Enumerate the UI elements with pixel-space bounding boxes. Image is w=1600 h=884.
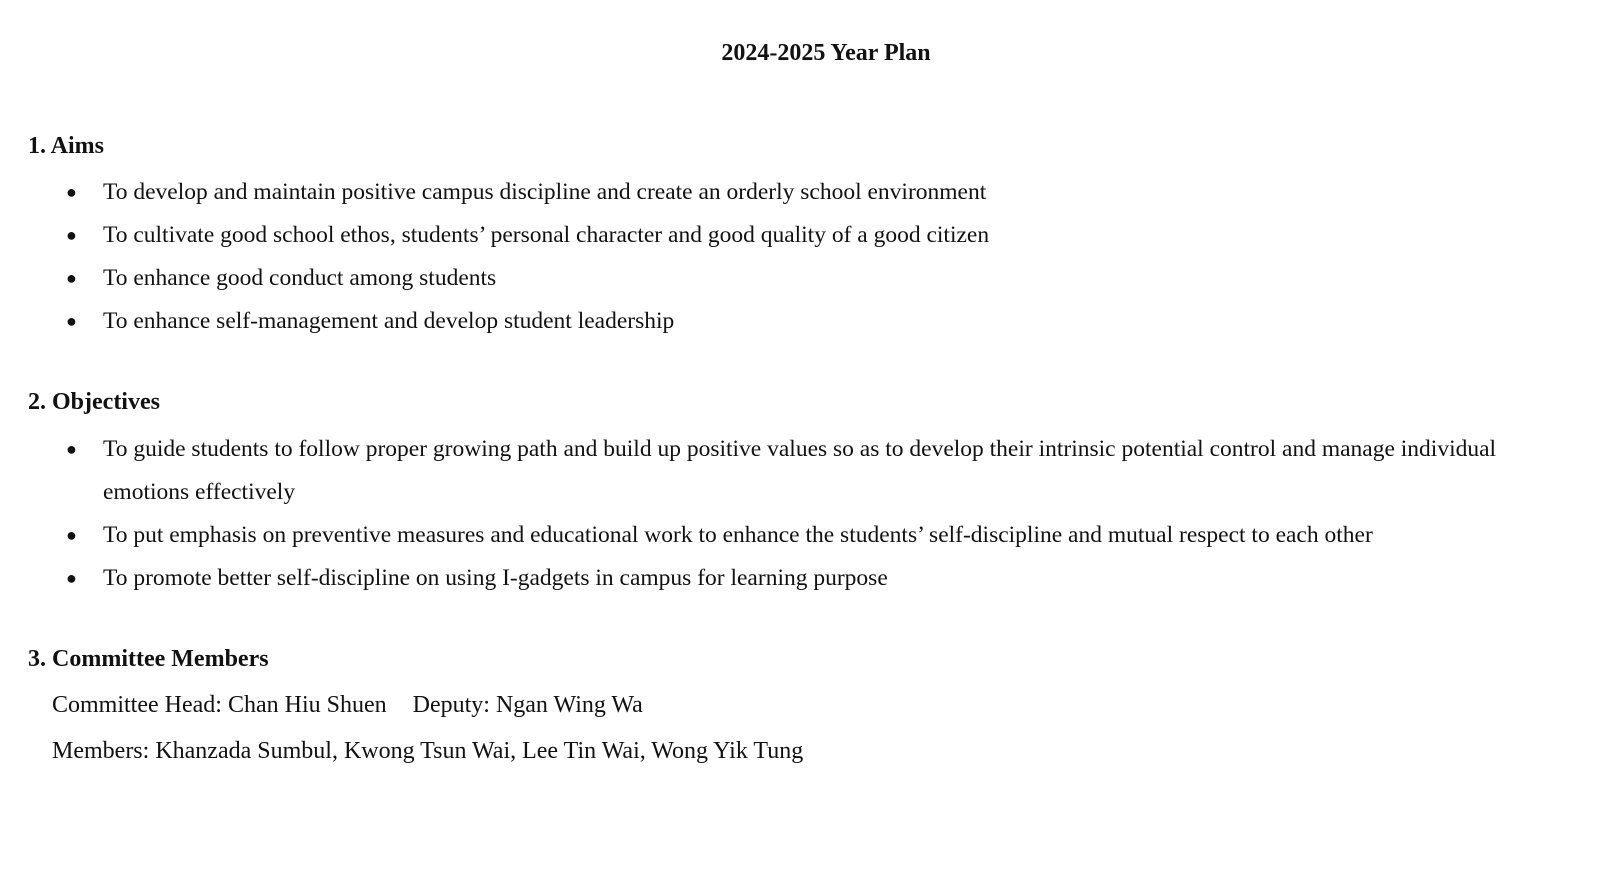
bullet-icon: ● (66, 225, 77, 245)
bullet-icon: ● (66, 568, 77, 588)
list-item (0, 514, 1583, 557)
bullet-icon: ● (66, 311, 77, 331)
list-item-text: To enhance self-management and develop student leadership (103, 308, 675, 334)
list-item-text: To develop and maintain positive campus discipline and create an orderly school environment (103, 179, 987, 205)
committee-members-line: Members: Khanzada Sumbul, Kwong Tsun Wai, Lee Tin Wai, Wong Yik Tung (52, 738, 804, 764)
bullet-icon: ● (66, 439, 77, 459)
bullet-icon: ● (66, 182, 77, 202)
bullet-icon: ● (66, 268, 77, 288)
list-item (0, 171, 989, 214)
objectives-heading: 2. Objectives (28, 389, 160, 415)
committee-heading: 3. Committee Members (28, 646, 269, 672)
committee-head: Committee Head: Chan Hiu Shuen (52, 692, 387, 718)
committee-head-line (52, 689, 643, 721)
list-item (0, 257, 989, 300)
list-item (0, 300, 989, 343)
document-title: 2024-2025 Year Plan (721, 40, 931, 66)
list-item-text: To put emphasis on preventive measures and educational work to enhance the students’ self-discipline and mutual respect to each other (103, 522, 1373, 548)
aims-list (0, 171, 989, 343)
bullet-icon: ● (66, 525, 77, 545)
list-item (0, 214, 989, 257)
list-item-text: To guide students to follow proper growing path and build up positive values so as to develop their intrinsic potential control and manage individual emotions effectively (103, 436, 1497, 505)
committee-deputy: Deputy: Ngan Wing Wa (412, 692, 643, 718)
list-item (0, 557, 1583, 600)
list-item-text: To promote better self-discipline on using I-gadgets in campus for learning purpose (103, 565, 888, 591)
list-item-text: To enhance good conduct among students (103, 265, 497, 291)
objectives-list (0, 428, 1583, 600)
list-item (0, 428, 1583, 514)
list-item-text: To cultivate good school ethos, students’ personal character and good quality of a good citizen (103, 222, 990, 248)
aims-heading: 1. Aims (28, 133, 105, 159)
